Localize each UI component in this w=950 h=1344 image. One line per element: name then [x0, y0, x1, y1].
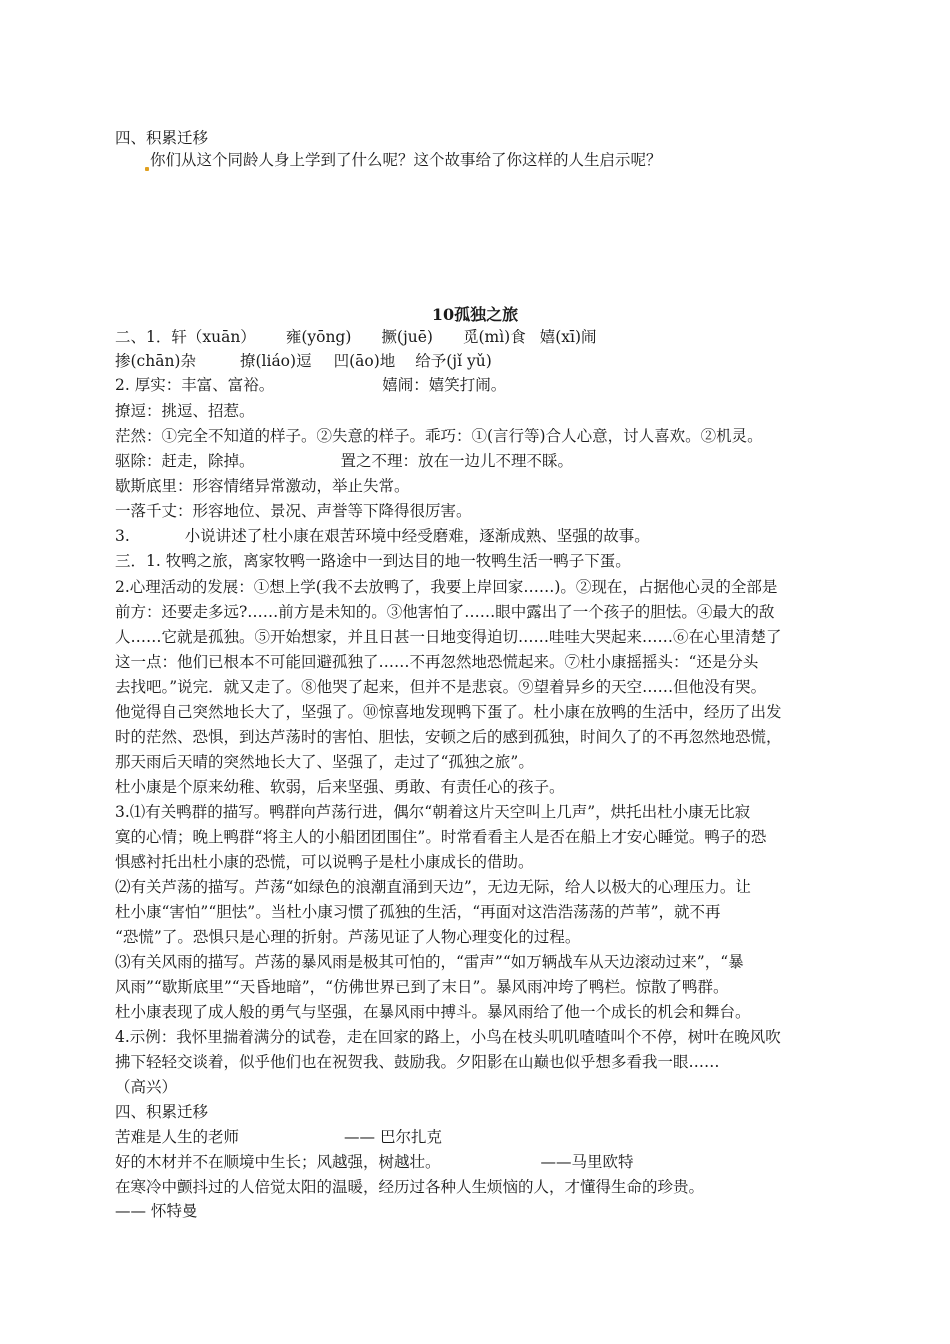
definition-line: 一落千丈：形容地位、景况、声誉等下降得很厉害。 [115, 502, 472, 520]
paragraph-line: 惧感衬托出杜小康的恐慌，可以说鸭子是杜小康成长的借助。 [115, 853, 534, 871]
paragraph-line: 杜小康是个原来幼稚、软弱，后来坚强、勇敢、有责任心的孩子。 [115, 778, 565, 796]
paragraph-line: 杜小康表现了成人般的勇气与坚强，在暴风雨中搏斗。暴风雨给了他一个成长的机会和舞台。 [115, 1003, 751, 1021]
quote-author: —— 怀特曼 [115, 1202, 198, 1220]
paragraph-line: 前方：还要走多远?……前方是未知的。③他害怕了……眼中露出了一个孩子的胆怯。④最大的敌 [115, 603, 775, 621]
paragraph-line: ⑶有关风雨的描写。芦荡的暴风雨是极其可怕的，“雷声”“如万辆战车从天边滚动过来”，“暴 [115, 953, 744, 971]
paragraph-line: 拂下轻轻交谈着，似乎他们也在祝贺我、鼓励我。夕阳影在山巅也似乎想多看我一眼…… [115, 1053, 720, 1071]
quote-line: 苦难是人生的老师 —— 巴尔扎克 [115, 1128, 442, 1146]
paragraph-line: 寞的心情；晚上鸭群“将主人的小船团团围住”。时常看看主人是否在船上才安心睡觉。鸭子的恐 [115, 828, 767, 846]
pinyin-row-1: 二、1．轩（xuān） 雍(yōng) 撅(juē) 觅(mì)食 嬉(xī)闹 [115, 328, 597, 346]
quote-line: 在寒冷中颤抖过的人倍觉太阳的温暖，经历过各种人生烦恼的人，才懂得生命的珍贵。 [115, 1178, 705, 1196]
definition-line: 茫然：①完全不知道的样子。②失意的样子。乖巧：①(言行等)合人心意，讨人喜欢。②机灵。 [115, 427, 763, 445]
paragraph-line: 时的茫然、恐惧，到达芦荡时的害怕、胆怯，安顿之后的感到孤独，时间久了的不再忽然地恐慌， [115, 728, 782, 746]
highlight-mark [145, 167, 149, 171]
paragraph-line: 杜小康“害怕”“胆怯”。当杜小康习惯了孤独的生活，“再面对这浩浩荡荡的芦苇”，就不再 [115, 903, 721, 921]
paragraph-line: 去找吧。”说完．就又走了。⑧他哭了起来，但并不是悲哀。⑨望着异乡的天空……但他没有哭。 [115, 678, 767, 696]
section-heading-bottom: 四、积累迁移 [115, 1103, 209, 1121]
definition-line: 驱除：赶走，除掉。 置之不理：放在一边儿不理不睬。 [115, 452, 574, 470]
lesson-title: 10孤独之旅 [431, 305, 519, 324]
definition-line: 2. 厚实：丰富、富裕。 嬉闹：嬉笑打闹。 [115, 376, 507, 394]
paragraph-line: 人……它就是孤独。⑤开始想家，并且日甚一日地变得迫切……哇哇大哭起来……⑥在心里清楚了 [115, 628, 782, 646]
paragraph-line: 这一点：他们已根本不可能回避孤独了……不再忽然地恐慌起来。⑦杜小康摇摇头：“还是分头 [115, 653, 759, 671]
paragraph-line: “恐慌”了。恐惧只是心理的折射。芦荡见证了人物心理变化的过程。 [115, 928, 581, 946]
paragraph-line: 2.心理活动的发展：①想上学(我不去放鸭了，我要上岸回家……)。②现在，占据他心灵的全部是 [115, 578, 778, 596]
paragraph-line: （高兴） [115, 1078, 178, 1096]
paragraph-line: 4.示例：我怀里揣着满分的试卷，走在回家的路上，小鸟在枝头叽叽喳喳叫个不停，树叶在晚风吹 [115, 1028, 781, 1046]
pinyin-row-2: 掺(chān)杂 撩(liáo)逗 凹(āo)地 给予(jǐ yǔ) [115, 352, 492, 370]
definition-line: 撩逗：挑逗、招惹。 [115, 402, 255, 420]
quote-line: 好的木材并不在顺境中生长；风越强，树越壮。 ——马里欧特 [115, 1153, 634, 1171]
reflection-question: 你们从这个同龄人身上学到了什么呢？这个故事给了你这样的人生启示呢？ [145, 149, 870, 171]
paragraph-line: 那天雨后天晴的突然地长大了、坚强了，走过了“孤独之旅”。 [115, 753, 534, 771]
definition-line: 歇斯底里：形容情绪异常激动，举止失常。 [115, 477, 410, 495]
paragraph-line: ⑵有关芦荡的描写。芦荡“如绿色的浪潮直涌到天边”，无边无际，给人以极大的心理压力。让 [115, 878, 751, 896]
paragraph-line: 风雨”“歇斯底里”“天昏地暗”，“仿佛世界已到了末日”。暴风雨冲垮了鸭栏。惊散了鸭群。 [115, 978, 729, 996]
paragraph-line: 他觉得自己突然地长大了，坚强了。⑩惊喜地发现鸭下蛋了。杜小康在放鸭的生活中，经历了出发 [115, 703, 782, 721]
section-heading-top: 四、积累迁移 [115, 129, 209, 147]
answer-structure: 三．1. 牧鸭之旅，离家牧鸭一路途中一到达目的地一牧鸭生活一鸭子下蛋。 [115, 552, 631, 570]
paragraph-line: 3.⑴有关鸭群的描写。鸭群向芦荡行进，偶尔“朝着这片天空叫上几声”，烘托出杜小康无比寂 [115, 803, 751, 821]
answer-summary: 3. 小说讲述了杜小康在艰苦环境中经受磨难，逐渐成熟、坚强的故事。 [115, 527, 650, 545]
